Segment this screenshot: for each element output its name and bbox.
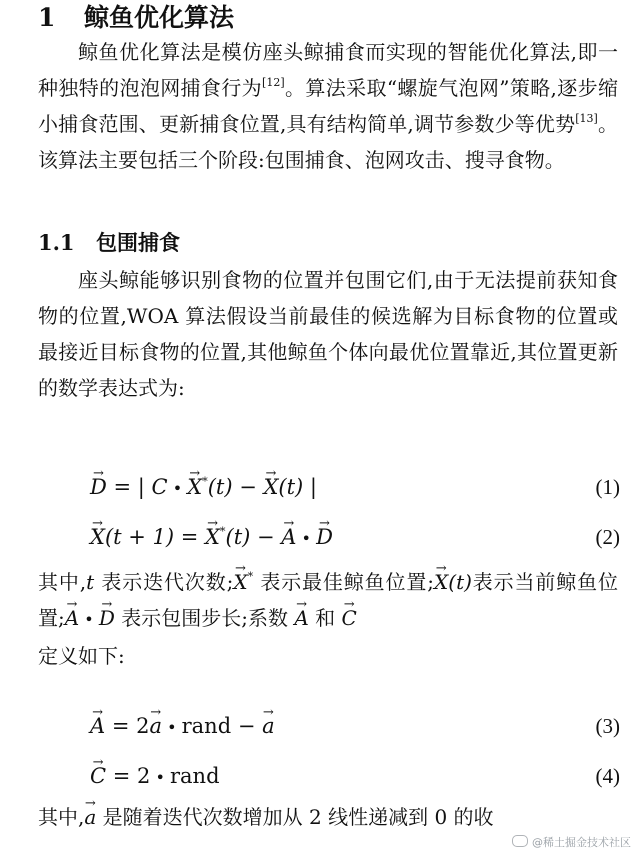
citation-12: [12] xyxy=(262,76,285,89)
eq2-t1: (t + 1) xyxy=(104,525,175,549)
eq1-end: | xyxy=(303,475,318,499)
equation-3-expression xyxy=(90,708,275,746)
citation-13: [13] xyxy=(575,112,598,125)
rand-term: rand xyxy=(170,764,220,788)
intro-text-a: 鲸鱼优化算法是模仿座头鲸捕食而实现的智能优化算法,即一种独特的泡泡网捕食行为 xyxy=(38,40,618,100)
star-superscript: * xyxy=(247,570,254,583)
wechat-icon xyxy=(512,835,528,847)
def-text-6: 和 xyxy=(308,606,342,630)
def-text-2: 表示迭代次数; xyxy=(94,570,234,594)
eq1-mid: = | xyxy=(106,475,152,499)
subsection-title: 包围捕食 xyxy=(96,230,180,255)
vector-d: → D xyxy=(90,469,107,505)
intro-text-c: 。该算法主要包括三个阶段:包围捕食、泡网攻击、搜寻食物。 xyxy=(38,112,619,172)
dot-operator: • xyxy=(167,479,188,498)
intro-text-b: 。算法采取“螺旋气泡网”策略,逐步缩小捕食范围、更新捕食位置,具有结构简单,调节参数少等优势 xyxy=(38,76,619,136)
vector-x: → X xyxy=(90,519,105,555)
var-t: t xyxy=(86,570,95,594)
vector-a: → A xyxy=(281,519,296,555)
def-text-5: 表示包围步长;系数 xyxy=(114,606,295,630)
dot-operator: • xyxy=(296,529,317,548)
dot-operator: • xyxy=(162,718,182,737)
vector-x: → X xyxy=(263,469,278,505)
vector-a: → A xyxy=(90,708,105,744)
vector-small-a: → a xyxy=(262,708,275,744)
def-text-3: 表示最佳鲸鱼位置; xyxy=(253,570,435,594)
minus-operator: − xyxy=(232,475,264,499)
def-text-1: 其中, xyxy=(38,570,87,594)
subsection-heading xyxy=(38,229,180,257)
eq1-t2: (t) xyxy=(278,475,304,499)
equation-1 xyxy=(90,469,620,505)
equation-1-number: (1) xyxy=(595,475,620,499)
vector-small-a: → a xyxy=(84,799,96,835)
vector-c: → C xyxy=(90,758,106,794)
var-t-paren: (t) xyxy=(448,570,472,594)
eq2-t2: (t) xyxy=(225,525,251,549)
equals-sign: = xyxy=(174,525,206,549)
watermark-text: @稀土掘金技术社区 xyxy=(532,836,631,849)
vector-c: → C xyxy=(341,600,356,636)
section-number: 1 xyxy=(38,3,56,32)
vector-small-a: → a xyxy=(149,708,162,744)
final-text-2: 是随着迭代次数增加从 2 线性递减到 0 的收 xyxy=(96,805,494,829)
def-text-4: 表示当前鲸鱼位置; xyxy=(38,570,619,630)
vector-a: → A xyxy=(65,600,79,636)
eq1-t: (t) xyxy=(207,475,233,499)
dot-operator: • xyxy=(79,610,99,629)
intro-paragraph xyxy=(38,34,618,178)
eq4-equals: = 2 xyxy=(106,764,151,788)
vector-x-star: → X xyxy=(187,469,202,505)
subsection-number: 1.1 xyxy=(38,230,75,255)
final-text-1: 其中, xyxy=(38,805,85,829)
star-superscript: * xyxy=(202,475,208,488)
watermark xyxy=(512,834,631,850)
equation-4-number: (4) xyxy=(595,764,620,788)
minus-operator: − xyxy=(250,525,282,549)
def-text-7: 定义如下: xyxy=(38,644,125,668)
vector-x: → X xyxy=(434,564,448,600)
equation-2-expression xyxy=(90,519,333,557)
equation-4 xyxy=(90,758,620,794)
equation-1-expression xyxy=(90,469,317,507)
star-superscript: * xyxy=(220,525,226,538)
vector-d: → D xyxy=(316,519,333,555)
dot-operator: • xyxy=(150,768,170,787)
rand-term: rand xyxy=(181,714,232,738)
final-paragraph xyxy=(38,799,618,835)
equation-2-number: (2) xyxy=(595,525,620,549)
encircling-paragraph: 座头鲸能够识别食物的位置并包围它们,由于无法提前获知食物的位置,WOA 算法假设当前最佳的候选解为目标食物的位置或最接近目标食物的位置,其他鲸鱼个体向最优位置靠近,其位置更新的数学表达式为: xyxy=(38,268,618,400)
eq3-equals: = 2 xyxy=(105,714,150,738)
definition-paragraph xyxy=(38,564,618,674)
vector-x-star: → X xyxy=(205,519,220,555)
vector-d: → D xyxy=(99,600,115,636)
section-heading xyxy=(38,2,234,34)
equation-2 xyxy=(90,519,620,555)
vector-a: → A xyxy=(294,600,308,636)
vector-x-star: → X xyxy=(233,564,247,600)
minus-operator: − xyxy=(231,714,263,738)
equation-4-expression xyxy=(90,758,220,796)
equation-3-number: (3) xyxy=(595,714,620,738)
section-title: 鲸鱼优化算法 xyxy=(84,3,235,32)
vector-c: C xyxy=(151,475,168,499)
equation-3 xyxy=(90,708,620,744)
